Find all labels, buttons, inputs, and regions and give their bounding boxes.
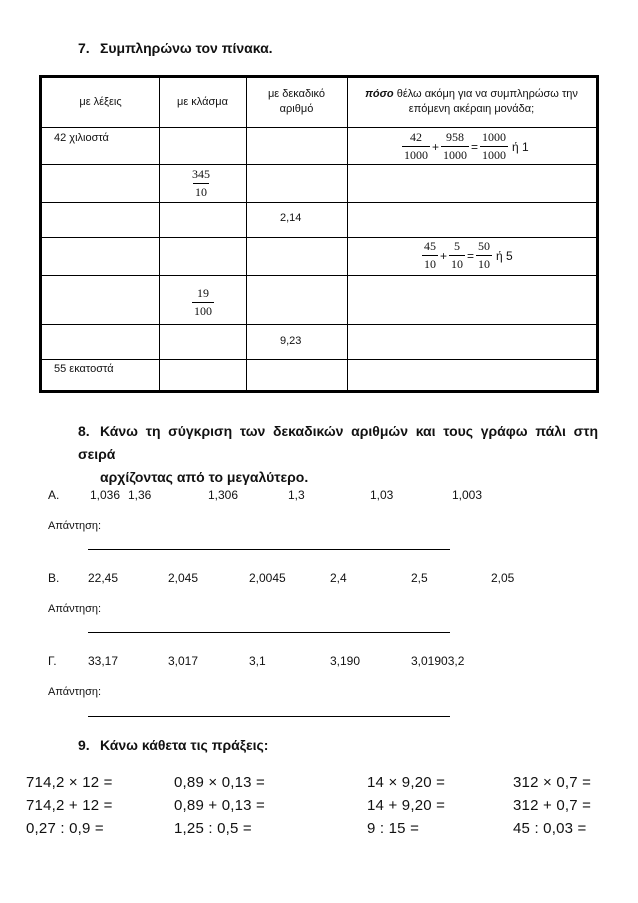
header-howmuch-line1 [347, 87, 596, 102]
group-b-label: Β. [48, 571, 60, 585]
group-b-value-4: 2,4 [330, 571, 347, 585]
op-3-4: 45 : 0,03 = [513, 820, 587, 837]
group-a-value-5: 1,03 [370, 488, 394, 502]
q8-text-line2: αρχίζοντας από το μεγαλύτερο. [100, 469, 309, 485]
header-fraction: με κλάσμα [177, 96, 228, 108]
q8-number: 8. [78, 423, 90, 439]
group-b-value-2: 2,045 [168, 571, 199, 585]
header-howmuch [347, 87, 596, 117]
op-1-2: 0,89 × 0,13 = [174, 774, 266, 791]
group-c-answer-line[interactable] [88, 716, 450, 717]
op-2-3: 14 + 9,20 = [367, 797, 446, 814]
group-a-value-1: 1,036 [90, 488, 121, 502]
group-a-value-4: 1,3 [288, 488, 305, 502]
row1-frac-a: $\frac{42}{1000}$ [404, 130, 428, 162]
row4-sum: $\frac{45}{10}$ + $\frac{5}{10}$ = $\frac{50}{10}$ ή 5 [424, 239, 513, 271]
op-1-1: 714,2 × 12 = [26, 774, 113, 791]
q9-title: Κάνω κάθετα τις πράξεις: [100, 737, 269, 753]
group-a-answer-line[interactable] [88, 549, 450, 550]
op-3-3: 9 : 15 = [367, 820, 420, 837]
header-decimal [246, 87, 347, 117]
header-howmuch-line2: επόμενη ακέραιη μονάδα; [408, 103, 535, 115]
row4-frac-c: $\frac{50}{10}$ [478, 239, 491, 271]
group-c-value-1: 33,17 [88, 654, 119, 668]
row3-decimal: 2,14 [280, 212, 302, 224]
row7-words: 55 εκατοστά [54, 363, 114, 375]
op-2-4: 312 + 0,7 = [513, 797, 592, 814]
q7-title: Συμπληρώνω τον πίνακα. [100, 40, 273, 56]
q8-line1 [78, 420, 598, 466]
op-3-1: 0,27 : 0,9 = [26, 820, 104, 837]
group-b-value-3: 2,0045 [249, 571, 286, 585]
header-howmuch-bold: πόσο [365, 88, 394, 100]
row2-fraction: $\frac{345}{10}$ [192, 167, 210, 199]
group-c-value-5: 3,01903,2 [411, 654, 465, 668]
op-2-2: 0,89 + 0,13 = [174, 797, 266, 814]
group-a-value-2: 1,36 [128, 488, 152, 502]
group-a-answer-label: Απάντηση: [48, 520, 102, 532]
row1-frac-b: $\frac{958}{1000}$ [443, 130, 468, 162]
q9-number: 9. [78, 737, 90, 753]
group-c-value-3: 3,1 [249, 654, 266, 668]
row4-frac-a: $\frac{45}{10}$ [424, 239, 436, 271]
q7-heading [78, 40, 273, 56]
row5-fraction: $\frac{19}{100}$ [194, 286, 212, 318]
op-2-1: 714,2 + 12 = [26, 797, 113, 814]
group-b-value-1: 22,45 [88, 571, 119, 585]
row6-decimal: 9,23 [280, 335, 302, 347]
header-howmuch-rest: θέλω ακόμη για να συμπληρώσω την [393, 88, 578, 100]
row1-sum: $\frac{42}{1000}$ + $\frac{958}{1000}$ = $\frac{1000}{1000}$ ή 1 [404, 130, 529, 162]
q7-number: 7. [78, 40, 90, 56]
q8-instruction [78, 420, 598, 489]
group-b-value-5: 2,5 [411, 571, 428, 585]
group-b-answer-line[interactable] [88, 632, 450, 633]
group-b-answer-label: Απάντηση: [48, 603, 102, 615]
header-decimal-line2: αριθμό [279, 103, 314, 115]
header-decimal-line1: με δεκαδικό [267, 88, 326, 100]
group-c-value-2: 3,017 [168, 654, 199, 668]
op-1-3: 14 × 9,20 = [367, 774, 446, 791]
group-a-value-3: 1,306 [208, 488, 239, 502]
group-c-answer-label: Απάντηση: [48, 686, 102, 698]
q8-text-line1: Κάνω τη σύγκριση των δεκαδικών αριθμών και τους γράφω πάλι στη σειρά [78, 423, 598, 462]
row1-frac-c: $\frac{1000}{1000}$ [482, 130, 507, 162]
op-1-4: 312 × 0,7 = [513, 774, 592, 791]
group-c-label: Γ. [48, 654, 57, 668]
fill-table [39, 75, 599, 393]
group-c-value-4: 3,190 [330, 654, 361, 668]
header-words: με λέξεις [79, 96, 122, 108]
group-a-value-6: 1,003 [452, 488, 483, 502]
row4-frac-b: $\frac{5}{10}$ [451, 239, 464, 271]
q9-heading [78, 737, 268, 753]
op-3-2: 1,25 : 0,5 = [174, 820, 252, 837]
row1-words: 42 χιλιοστά [54, 132, 109, 144]
group-b-value-6: 2,05 [491, 571, 515, 585]
group-a-label: Α. [48, 488, 60, 502]
